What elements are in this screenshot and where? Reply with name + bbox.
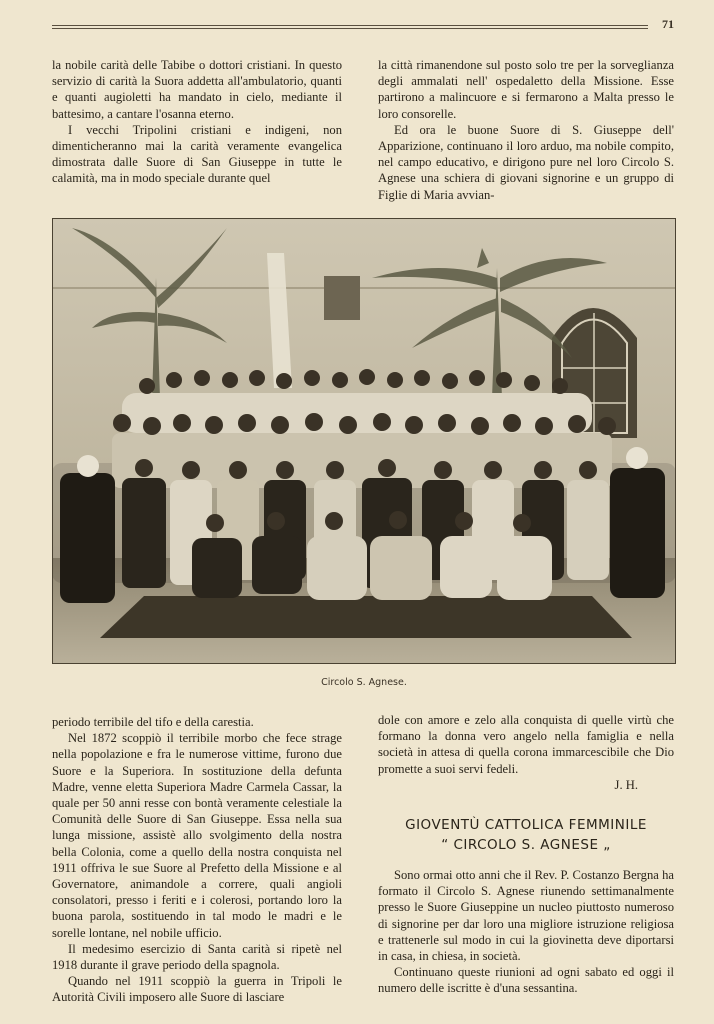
signature: J. H. bbox=[614, 777, 638, 792]
paragraph: Ed ora le buone Suore di S. Giuseppe dell' Apparizione, continuano il loro arduo, ma nobile compito, nel campo educativo, e dirigono pure nel loro Circolo S. Agnese una schiera di giovani signorine e un gruppo di Figlie di Maria avvian- bbox=[378, 122, 674, 202]
paragraph: periodo terribile del tifo e della carestia. bbox=[52, 715, 254, 729]
paragraph: Sono ormai otto anni che il Rev. P. Costanzo Bergna ha formato il Circolo S. Agnese riunendo settimanalmente presso le Suore Giuseppine un nucleo piuttosto numeroso di signorine per dar loro una migliore istruzione religiosa e trattenerle sul modo in cui la giovinetta deve diportarsi in casa, in chiesa, in società. bbox=[378, 868, 674, 964]
paragraph: Il medesimo esercizio di Santa carità si ripetè nel 1918 durante il grave periodo della spagnola. bbox=[52, 941, 342, 973]
header-rule bbox=[52, 25, 648, 29]
photo-caption: Circolo S. Agnese. bbox=[321, 677, 407, 688]
paragraph: dole con amore e zelo alla conquista di quelle virtù che formano la donna vero angelo nella famiglia e nella società in attesa di quella corona immarcescibile che Dio promette a suoi servi fedeli. bbox=[378, 713, 674, 776]
group-photo bbox=[52, 218, 676, 664]
top-right-column bbox=[378, 57, 674, 203]
paragraph: la città rimanendone sul posto solo tre per la sorveglianza degli ammalati nell' ospedaletto della Missione. Esse partirono a malincuore e si fermarono a Malta presso le loro consorelle. bbox=[378, 58, 674, 121]
page-number: 71 bbox=[662, 17, 674, 31]
group-photo-illustration bbox=[52, 218, 676, 664]
paragraph: la nobile carità delle Tabibe o dottori cristiani. In questo servizio di carità la Suora addetta all'ambulatorio, quanti e quanti augioletti ha mandato in cielo, mediante il battesimo, a cantare l'osanna eterno. bbox=[52, 58, 342, 121]
bottom-left-column bbox=[52, 714, 342, 1006]
paragraph: Quando nel 1911 scoppiò la guerra in Tripoli le Autorità Civili imposero alle Suore di lasciare bbox=[52, 974, 342, 1005]
section-heading-line1: GIOVENTÙ CATTOLICA FEMMINILE bbox=[405, 817, 647, 834]
section-heading bbox=[378, 815, 674, 855]
top-left-column bbox=[52, 57, 342, 187]
section-heading-line2: “ CIRCOLO S. AGNESE „ bbox=[441, 837, 611, 854]
paragraph: I vecchi Tripolini cristiani e indigeni, non dimenticheranno mai la carità veramente evangelica dimostrata dalle Suore di San Giuseppe in tutte le calamità, ma in modo speciale durante quel bbox=[52, 122, 342, 186]
paragraph: Nel 1872 scoppiò il terribile morbo che fece strage nella popolazione e fra le numerose vittime, furono due Suore e la Superiora. In sostituzione della defunta Madre, venne eletta Superiora Madre Carmela Cassar, la quale per 50 anni resse con bontà veramente celestiale la Comunità delle Suore di San Giuseppe. Essa nella sua lunga missione, assistè allo svolgimento della nostra bella Colonia, come a quello della nostra conquista nel 1911 offriva le sue Suore al Prefetto della Missione e al Governatore, animandole a correre, quali angioli consolatori, presso i feriti e i colerosi, portando loro la buona parola, sostituendo in tal modo le madri e le sorelle lontane, nel nobile ufficio. bbox=[52, 731, 342, 940]
bottom-right-column bbox=[378, 712, 674, 997]
paragraph: Continuano queste riunioni ad ogni sabato ed oggi il numero delle iscritte è d'una sessantina. bbox=[378, 965, 674, 996]
